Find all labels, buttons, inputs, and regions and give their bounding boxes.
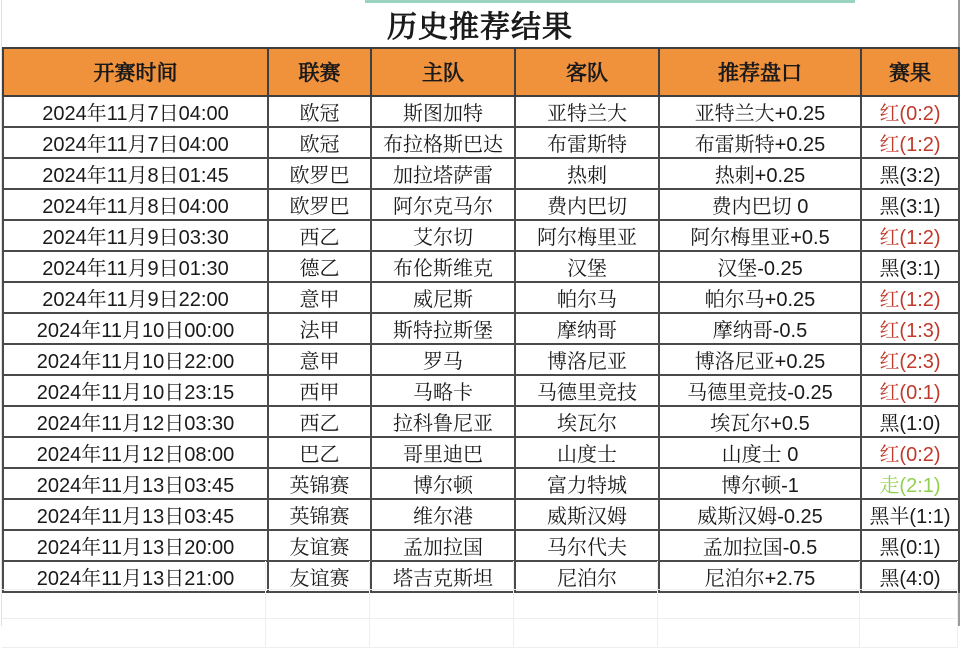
empty-cell [860,561,958,589]
cell-away: 博洛尼亚 [515,344,659,375]
table-row [3,530,959,561]
results-table [2,47,960,593]
cell-handicap: 亚特兰大+0.25 [659,96,861,127]
cell-handicap: 帕尔马+0.25 [659,282,861,313]
table-row [3,282,959,313]
empty-cell [266,561,369,589]
cell-handicap: 摩纳哥-0.5 [659,313,861,344]
cell-handicap: 埃瓦尔+0.5 [659,406,861,437]
title-bar [2,0,958,47]
cell-result: 走(2:1) [861,468,959,499]
cell-away: 威斯汉姆 [515,499,659,530]
empty-grid [2,561,958,648]
cell-away: 费内巴切 [515,189,659,220]
cell-result: 黑半(1:1) [861,499,959,530]
cell-handicap: 尼泊尔+2.75 [659,561,861,592]
cell-league: 西乙 [268,220,371,251]
cell-away: 布雷斯特 [515,127,659,158]
cell-league: 欧罗巴 [268,158,371,189]
empty-cell [514,561,658,589]
col-header-away: 客队 [515,48,659,96]
cell-home: 维尔港 [371,499,515,530]
cell-time: 2024年11月9日03:30 [3,220,268,251]
cell-handicap: 马德里竞技-0.25 [659,375,861,406]
cell-handicap: 热刺+0.25 [659,158,861,189]
cell-away: 汉堡 [515,251,659,282]
cell-away: 尼泊尔 [515,561,659,592]
cell-result: 红(0:2) [861,96,959,127]
cell-away: 山度士 [515,437,659,468]
cell-result: 黑(4:0) [861,561,959,592]
cell-league: 意甲 [268,282,371,313]
cell-result: 黑(3:1) [861,251,959,282]
cell-result: 红(0:1) [861,375,959,406]
col-header-league: 联赛 [268,48,371,96]
col-header-result: 赛果 [861,48,959,96]
cell-away: 阿尔梅里亚 [515,220,659,251]
cell-time: 2024年11月9日22:00 [3,282,268,313]
cell-league: 友谊赛 [268,530,371,561]
table-row [3,499,959,530]
cell-home: 艾尔切 [371,220,515,251]
cell-result: 红(2:3) [861,344,959,375]
empty-cell [658,619,860,647]
empty-row [2,561,958,590]
empty-cell [370,619,514,647]
cell-result: 红(1:2) [861,220,959,251]
cell-away: 马德里竞技 [515,375,659,406]
cell-handicap: 费内巴切 0 [659,189,861,220]
table-row [3,375,959,406]
cell-league: 友谊赛 [268,561,371,592]
cell-handicap: 威斯汉姆-0.25 [659,499,861,530]
cell-home: 马略卡 [371,375,515,406]
empty-cell [370,590,514,618]
cell-time: 2024年11月13日03:45 [3,468,268,499]
empty-cell [2,561,266,589]
cell-result: 黑(3:1) [861,189,959,220]
empty-cell [860,590,958,618]
cell-result: 红(0:2) [861,437,959,468]
empty-row [2,619,958,648]
table-row [3,251,959,282]
table-row [3,344,959,375]
cell-home: 哥里迪巴 [371,437,515,468]
empty-cell [658,561,860,589]
cell-league: 欧罗巴 [268,189,371,220]
col-header-time: 开赛时间 [3,48,268,96]
table-row [3,96,959,127]
cell-league: 欧冠 [268,96,371,127]
col-header-handicap: 推荐盘口 [659,48,861,96]
cell-home: 斯图加特 [371,96,515,127]
col-header-home: 主队 [371,48,515,96]
cell-home: 斯特拉斯堡 [371,313,515,344]
cell-league: 巴乙 [268,437,371,468]
cell-away: 热刺 [515,158,659,189]
table-row [3,158,959,189]
cell-time: 2024年11月13日03:45 [3,499,268,530]
header-row [3,48,959,96]
empty-cell [266,619,369,647]
cell-home: 塔吉克斯坦 [371,561,515,592]
cell-time: 2024年11月10日22:00 [3,344,268,375]
cell-time: 2024年11月13日20:00 [3,530,268,561]
cell-league: 英锦赛 [268,468,371,499]
cell-result: 红(1:2) [861,127,959,158]
cell-result: 红(1:2) [861,282,959,313]
cell-home: 阿尔克马尔 [371,189,515,220]
cell-league: 英锦赛 [268,499,371,530]
empty-cell [370,561,514,589]
cell-away: 亚特兰大 [515,96,659,127]
cell-away: 马尔代夫 [515,530,659,561]
cell-time: 2024年11月8日01:45 [3,158,268,189]
cell-result: 黑(1:0) [861,406,959,437]
empty-cell [266,590,369,618]
cell-time: 2024年11月7日04:00 [3,96,268,127]
empty-cell [2,619,266,647]
cell-home: 威尼斯 [371,282,515,313]
empty-cell [860,619,958,647]
cell-handicap: 布雷斯特+0.25 [659,127,861,158]
empty-cell [658,590,860,618]
empty-cell [514,590,658,618]
results-table-header [3,48,959,96]
cell-time: 2024年11月12日03:30 [3,406,268,437]
table-row [3,313,959,344]
page-title: 历史推荐结果 [387,10,573,44]
empty-cell [514,619,658,647]
cell-away: 富力特城 [515,468,659,499]
cell-home: 拉科鲁尼亚 [371,406,515,437]
cell-handicap: 阿尔梅里亚+0.5 [659,220,861,251]
table-row [3,127,959,158]
cell-time: 2024年11月9日01:30 [3,251,268,282]
cell-result: 红(1:3) [861,313,959,344]
cell-league: 法甲 [268,313,371,344]
cell-league: 意甲 [268,344,371,375]
cell-handicap: 孟加拉国-0.5 [659,530,861,561]
cell-away: 埃瓦尔 [515,406,659,437]
cell-result: 黑(0:1) [861,530,959,561]
cell-league: 西甲 [268,375,371,406]
empty-row [2,590,958,619]
cell-time: 2024年11月10日00:00 [3,313,268,344]
cell-away: 摩纳哥 [515,313,659,344]
cell-time: 2024年11月12日08:00 [3,437,268,468]
cell-time: 2024年11月13日21:00 [3,561,268,592]
table-row [3,406,959,437]
cell-time: 2024年11月8日04:00 [3,189,268,220]
cell-home: 孟加拉国 [371,530,515,561]
cell-time: 2024年11月7日04:00 [3,127,268,158]
cell-home: 布拉格斯巴达 [371,127,515,158]
cell-away: 帕尔马 [515,282,659,313]
cell-result: 黑(3:2) [861,158,959,189]
table-row [3,468,959,499]
cell-league: 欧冠 [268,127,371,158]
cell-league: 西乙 [268,406,371,437]
empty-cell [2,590,266,618]
table-row [3,189,959,220]
results-table-body [3,96,959,592]
cell-home: 布伦斯维克 [371,251,515,282]
cell-time: 2024年11月10日23:15 [3,375,268,406]
cell-handicap: 博洛尼亚+0.25 [659,344,861,375]
cell-handicap: 山度士 0 [659,437,861,468]
cell-home: 罗马 [371,344,515,375]
cell-home: 博尔顿 [371,468,515,499]
table-row [3,220,959,251]
table-row [3,437,959,468]
cell-league: 德乙 [268,251,371,282]
cell-handicap: 博尔顿-1 [659,468,861,499]
cell-handicap: 汉堡-0.25 [659,251,861,282]
cell-home: 加拉塔萨雷 [371,158,515,189]
